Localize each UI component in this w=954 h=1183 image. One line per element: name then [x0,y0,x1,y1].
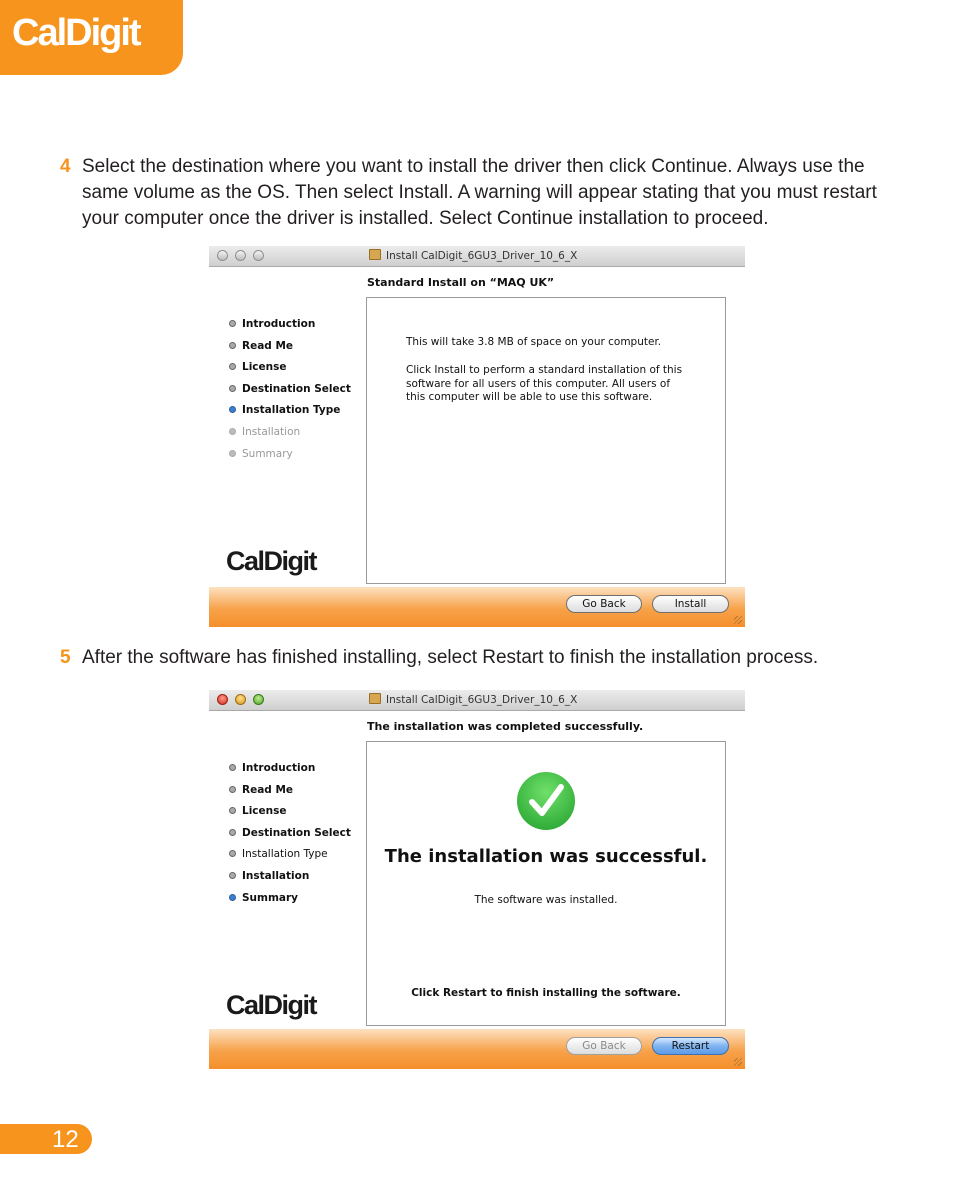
check-icon [517,772,575,830]
sidebar-item-label: Introduction [242,318,316,330]
sidebar-item-read-me [229,340,351,362]
window-title-text: Install CalDigit_6GU3_Driver_10_6_X [386,250,578,262]
package-icon [369,249,381,260]
sidebar-item-label: License [242,361,287,374]
install-button[interactable]: Install [652,595,729,613]
sidebar-item-summary [229,892,351,914]
content-pane [366,297,726,584]
window-footer [209,587,745,627]
step-number: 5 [60,647,71,668]
resize-grip-icon[interactable] [734,616,742,624]
zoom-window-button[interactable] [253,694,264,705]
sidebar-item-summary [229,448,351,470]
zoom-window-button[interactable] [253,250,264,261]
step-done-icon [229,872,236,879]
minimize-window-button[interactable] [235,694,246,705]
step-text: Select the destination where you want to install the driver then click Continue. Always use the same volume as the OS. Then select Install. A warning will appear stating that you must restart your computer once the driver is installed. Select Continue installation to proceed. [82,156,877,229]
resize-grip-icon[interactable] [734,1058,742,1066]
page-number: 12 [52,1126,79,1153]
sidebar-item-label: Summary [242,447,293,460]
success-subtitle: The software was installed. [474,894,618,906]
sidebar-item-label: Read Me [242,783,294,796]
sidebar-item-label: Summary [242,891,299,904]
sidebar-item-label: Installation [242,869,310,882]
sidebar-item-installation-type [229,848,351,870]
window-titlebar [209,690,745,711]
window-title [369,249,577,262]
sidebar-item-introduction [229,762,351,784]
step-done-icon [229,829,236,836]
sidebar-item-label: Installation Type [242,404,341,417]
checkmark-glyph [517,772,575,830]
sidebar-item-label: Destination Select [242,826,351,839]
step-done-icon [229,342,236,349]
step-done-icon [229,807,236,814]
sidebar-item-label: Installation [242,425,301,438]
package-icon [369,693,381,704]
window-titlebar [209,246,745,267]
step-4 [60,154,910,232]
step-done-icon [229,385,236,392]
content-pane [366,741,726,1026]
pane-heading: The installation was completed successfully. [367,720,644,733]
go-back-button[interactable]: Go Back [566,1037,642,1055]
step-current-icon [229,894,236,901]
sidebar-item-installation-type [229,404,351,426]
sidebar-item-destination-select [229,827,351,849]
install-description-text: Click Install to perform a standard installation of this software for all users of this computer. All users of this computer will be able to use this software. [406,364,683,403]
sidebar-item-label: Read Me [242,339,294,352]
window-title-text: Install CalDigit_6GU3_Driver_10_6_X [386,694,578,706]
sidebar-item-label: License [242,805,287,818]
step-number: 4 [60,156,71,177]
sidebar-item-installation [229,426,351,448]
step-done-icon [229,786,236,793]
installer-logo: CalDigit [226,990,317,1020]
installer-steps-sidebar [229,762,351,913]
sidebar-item-label: Introduction [242,762,316,774]
installer-window-summary [209,690,745,1069]
close-window-button[interactable] [217,250,228,261]
step-done-icon [229,320,236,327]
installer-steps-sidebar [229,318,351,469]
brand-tab [0,0,183,75]
sidebar-item-installation [229,870,351,892]
go-back-button[interactable]: Go Back [566,595,642,613]
step-pending-icon [229,450,236,457]
restart-note: Click Restart to finish installing the software. [411,987,681,999]
minimize-window-button[interactable] [235,250,246,261]
sidebar-item-license [229,805,351,827]
step-text: After the software has finished installing, select Restart to finish the installation process. [82,647,819,668]
pane-heading: Standard Install on “MAQ UK” [367,276,555,289]
step-current-icon [229,406,236,413]
brand-logo: CalDigit [12,12,140,54]
sidebar-item-label: Destination Select [242,382,351,395]
installer-logo: CalDigit [226,546,317,576]
installer-window-standard-install [209,246,745,627]
sidebar-item-label: Installation Type [242,848,328,861]
step-pending-icon [229,428,236,435]
step-5 [60,645,910,671]
space-required-text: This will take 3.8 MB of space on your computer. [406,336,662,348]
page-number-tab [0,1124,92,1154]
success-title: The installation was successful. [384,846,708,867]
sidebar-item-destination-select [229,383,351,405]
step-done-icon [229,764,236,771]
sidebar-item-introduction [229,318,351,340]
window-footer [209,1029,745,1069]
step-done-icon [229,850,236,857]
close-window-button[interactable] [217,694,228,705]
sidebar-item-license [229,361,351,383]
window-title [369,693,577,706]
sidebar-item-read-me [229,784,351,806]
restart-button[interactable]: Restart [652,1037,729,1055]
step-done-icon [229,363,236,370]
